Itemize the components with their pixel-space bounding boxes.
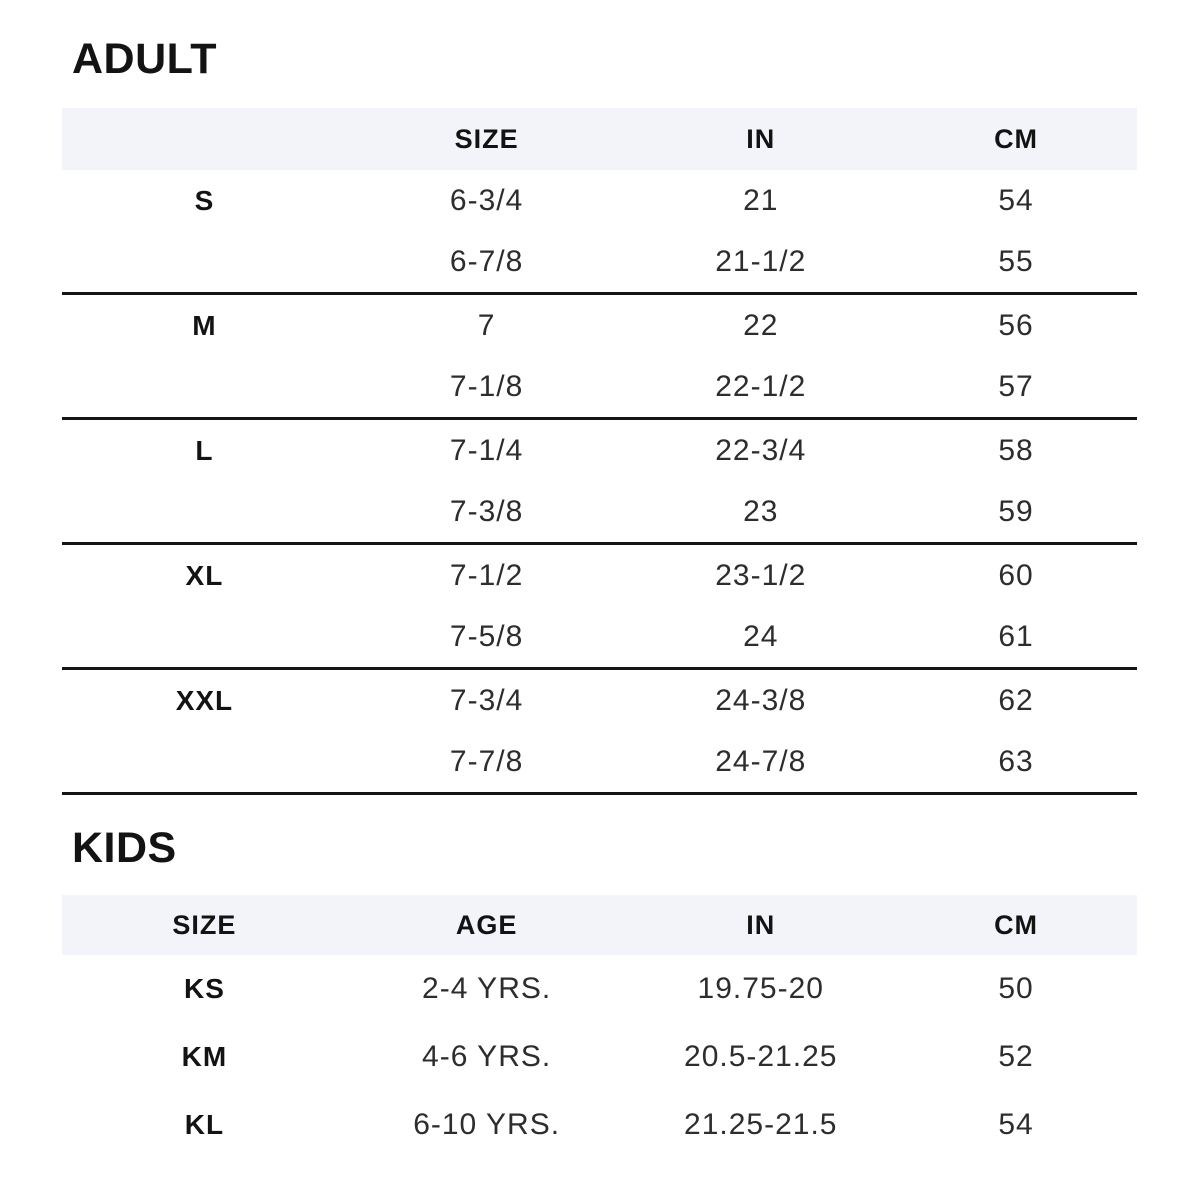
adult-header-row [62, 108, 1137, 170]
size-group-label [62, 731, 347, 794]
size-group-label [62, 356, 347, 419]
kids-header-age: AGE [347, 895, 627, 955]
hat-size-cell: 7-1/2 [449, 558, 524, 592]
table-row [62, 481, 1137, 544]
size-group-label: M [192, 309, 217, 341]
inches-cell: 20.5-21.25 [684, 1040, 838, 1073]
inches-cell: 24-3/8 [715, 683, 807, 717]
hat-size-cell: 7-1/8 [347, 356, 627, 419]
hat-size-cell: 6-7/8 [347, 231, 627, 294]
inches-cell: 22-1/2 [626, 356, 895, 419]
table-row [62, 544, 1137, 607]
hat-size-cell: 7-5/8 [347, 606, 627, 669]
cm-cell: 62 [998, 683, 1034, 717]
cm-cell: 55 [895, 231, 1137, 294]
hat-size-cell: 6-3/4 [449, 183, 524, 217]
cm-cell: 58 [998, 433, 1034, 467]
table-row [62, 669, 1137, 732]
age-cell: 4-6 YRS. [422, 1040, 552, 1073]
table-row [62, 1091, 1137, 1159]
table-row [62, 170, 1137, 231]
kids-header-row [62, 895, 1137, 955]
size-group-label: L [195, 434, 214, 466]
adult-section-title: ADULT [72, 35, 218, 83]
size-group-label: S [194, 184, 215, 216]
table-row [62, 955, 1137, 1023]
size-group-label [62, 606, 347, 669]
cm-cell: 60 [998, 558, 1034, 592]
table-row [62, 231, 1137, 294]
cm-cell: 50 [998, 972, 1034, 1005]
cm-cell: 61 [895, 606, 1137, 669]
inches-cell: 23-1/2 [715, 558, 807, 592]
size-group-label [62, 231, 347, 294]
cm-cell: 57 [895, 356, 1137, 419]
kids-size-label: KM [181, 1041, 228, 1072]
cm-cell: 54 [998, 183, 1034, 217]
kids-size-label: KL [184, 1109, 225, 1140]
kids-section-title: KIDS [72, 824, 177, 872]
cm-cell: 63 [895, 731, 1137, 794]
kids-header-size: SIZE [62, 895, 347, 955]
cm-cell: 52 [998, 1040, 1034, 1073]
inches-cell: 21 [743, 183, 779, 217]
size-group-label: XL [185, 559, 224, 591]
hat-size-cell: 7-1/4 [449, 433, 524, 467]
kids-size-label: KS [183, 973, 225, 1004]
inches-cell: 21-1/2 [626, 231, 895, 294]
cm-cell: 56 [998, 308, 1034, 342]
inches-cell: 22-3/4 [715, 433, 807, 467]
hat-size-cell: 7-3/8 [347, 481, 627, 544]
inches-cell: 22 [743, 308, 779, 342]
table-row [62, 356, 1137, 419]
adult-header-cm: CM [895, 108, 1137, 170]
hat-size-cell: 7-7/8 [347, 731, 627, 794]
adult-header-size: SIZE [347, 108, 627, 170]
table-row [62, 294, 1137, 357]
table-row [62, 1023, 1137, 1091]
hat-size-cell: 7 [477, 308, 496, 342]
hat-size-cell: 7-3/4 [449, 683, 524, 717]
inches-cell: 21.25-21.5 [684, 1108, 838, 1141]
adult-header-in: IN [626, 108, 895, 170]
size-group-label: XXL [175, 684, 234, 716]
kids-header-in: IN [626, 895, 895, 955]
size-group-label [62, 481, 347, 544]
adult-size-table [62, 108, 1137, 795]
adult-header-empty [62, 108, 347, 170]
table-row [62, 606, 1137, 669]
inches-cell: 24-7/8 [626, 731, 895, 794]
inches-cell: 24 [626, 606, 895, 669]
cm-cell: 59 [895, 481, 1137, 544]
inches-cell: 19.75-20 [697, 972, 824, 1005]
age-cell: 6-10 YRS. [413, 1108, 561, 1141]
inches-cell: 23 [626, 481, 895, 544]
cm-cell: 54 [998, 1108, 1034, 1141]
kids-size-table [62, 895, 1137, 1159]
age-cell: 2-4 YRS. [422, 972, 552, 1005]
table-row [62, 731, 1137, 794]
size-chart-page [62, 0, 1137, 1159]
kids-header-cm: CM [895, 895, 1137, 955]
table-row [62, 419, 1137, 482]
